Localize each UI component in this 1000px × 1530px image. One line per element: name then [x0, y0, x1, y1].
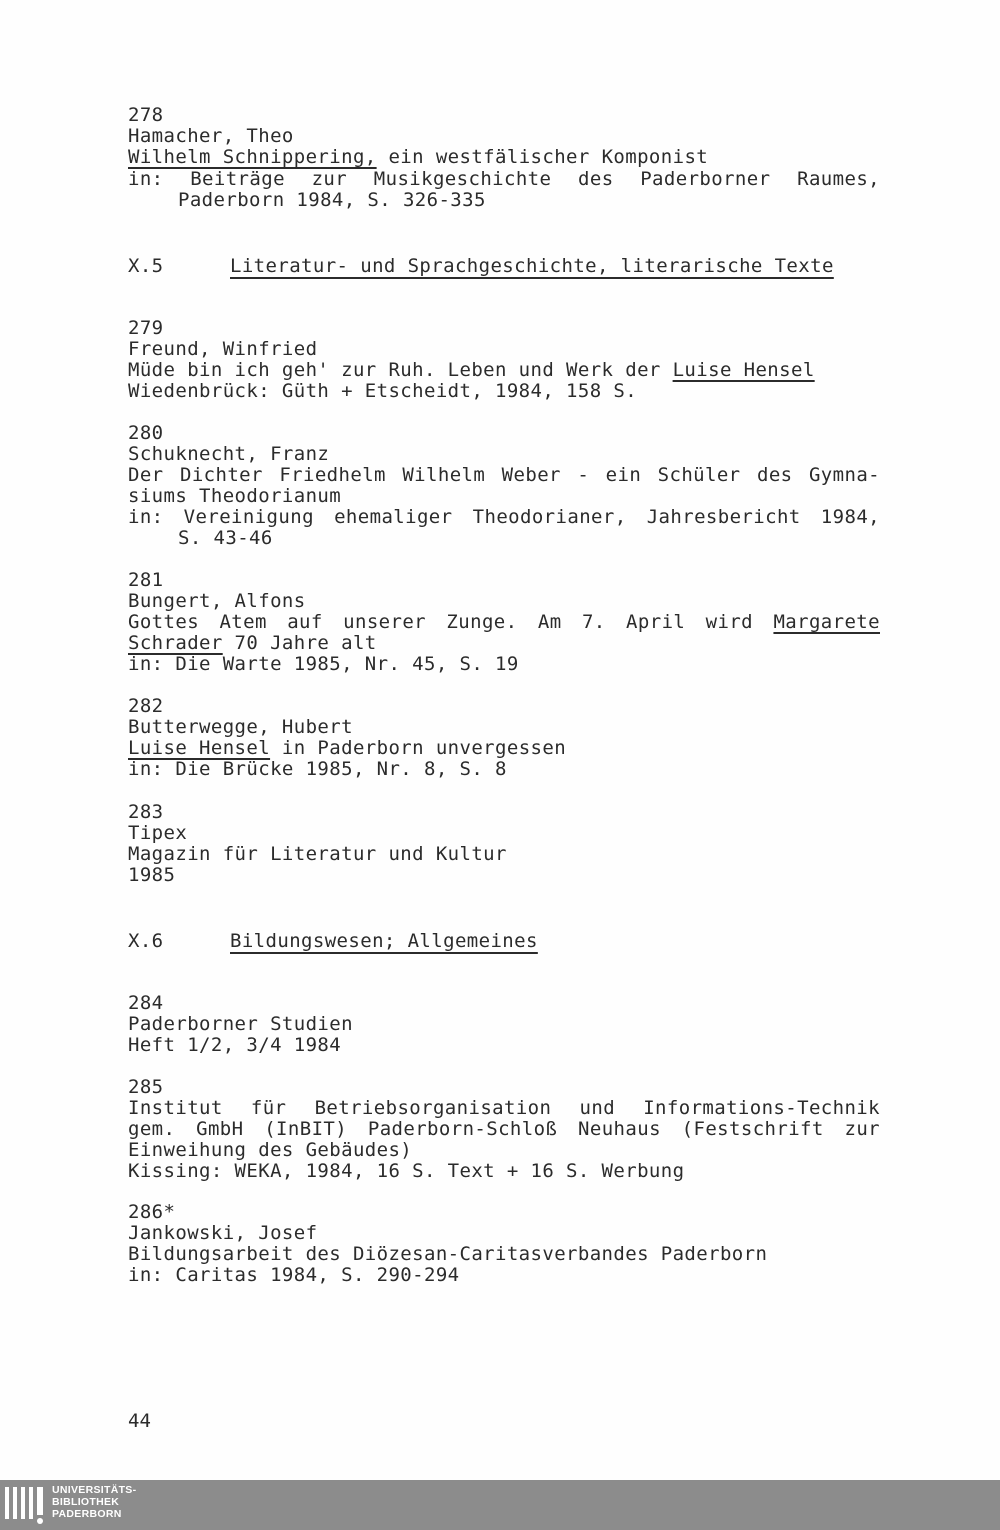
page-number: 44 — [128, 1410, 151, 1432]
title-underlined: Wilhelm Schnippering, — [128, 146, 377, 168]
entry-number: 285 — [128, 1076, 164, 1098]
entry-source: in: Beiträge zur Musikgeschichte des Paderborner Raumes, — [128, 168, 880, 190]
title-underlined: Margarete — [773, 611, 880, 633]
title-underlined: Schrader — [128, 632, 223, 654]
title-plain: Müde bin ich geh' zur Ruh. Leben und Werk der — [128, 359, 673, 381]
library-bars-icon — [3, 1483, 47, 1527]
entry-publisher: Kissing: WEKA, 1984, 16 S. Text + 16 S. Werbung — [128, 1160, 685, 1182]
title-rest: ein westfälischer Komponist — [376, 146, 709, 168]
logo-line: UNIVERSITÄTS- — [52, 1484, 137, 1496]
entry-source: in: Caritas 1984, S. 290-294 — [128, 1264, 460, 1286]
entry-number: 278 — [128, 104, 164, 126]
entry-source: in: Die Brücke 1985, Nr. 8, S. 8 — [128, 758, 507, 780]
logo-line: PADERBORN — [52, 1508, 122, 1520]
entry-title: Tipex — [128, 822, 188, 844]
title-plain: Gottes Atem auf unserer Zunge. Am 7. April wird — [128, 611, 774, 633]
entry-title — [128, 612, 880, 633]
entry-title: Bildungsarbeit des Diözesan-Caritasverbandes Paderborn — [128, 1243, 768, 1265]
entry-source: in: Vereinigung ehemaliger Theodorianer, Jahresbericht 1984, — [128, 506, 880, 528]
library-logo-text — [52, 1484, 136, 1520]
entry-author: Schuknecht, Franz — [128, 443, 330, 465]
entry-number: 286* — [128, 1201, 176, 1223]
logo-line: BIBLIOTHEK — [52, 1496, 120, 1508]
entry-author: Freund, Winfried — [128, 338, 318, 360]
title-underlined: Luise Hensel — [128, 737, 271, 759]
entry-number: 280 — [128, 422, 164, 444]
entry-title: Paderborner Studien — [128, 1013, 353, 1035]
entry-number: 283 — [128, 801, 164, 823]
entry-year: 1985 — [128, 864, 176, 886]
entry-title-cont: gem. GmbH (InBIT) Paderborn-Schloß Neuhaus (Festschrift zur — [128, 1118, 880, 1140]
title-rest: 70 Jahre alt — [222, 632, 377, 654]
entry-number: 279 — [128, 317, 164, 339]
entry-author: Hamacher, Theo — [128, 125, 294, 147]
entry-subtitle: Magazin für Literatur und Kultur — [128, 843, 507, 865]
entry-author: Butterwegge, Hubert — [128, 716, 353, 738]
entry-title-cont: siums Theodorianum — [128, 485, 342, 507]
title-underlined: Luise Hensel — [672, 359, 815, 381]
entry-author: Bungert, Alfons — [128, 590, 306, 612]
entry-author: Jankowski, Josef — [128, 1222, 318, 1244]
entry-number: 282 — [128, 695, 164, 717]
entry-title: Institut für Betriebsorganisation und Informations-Technik — [128, 1097, 880, 1119]
entry-source: in: Die Warte 1985, Nr. 45, S. 19 — [128, 653, 519, 675]
entry-number: 281 — [128, 569, 164, 591]
entry-issue: Heft 1/2, 3/4 1984 — [128, 1034, 342, 1056]
section-number: X.5 — [128, 255, 164, 277]
entry-publisher: Wiedenbrück: Güth + Etscheidt, 1984, 158 S. — [128, 380, 638, 402]
entry-source-cont: S. 43-46 — [178, 527, 273, 549]
section-title: Bildungswesen; Allgemeines — [230, 930, 538, 952]
title-rest: in Paderborn unvergessen — [270, 737, 567, 759]
section-number: X.6 — [128, 930, 164, 952]
entry-title — [128, 147, 880, 168]
entry-title — [128, 360, 880, 381]
entry-title-cont: Einweihung des Gebäudes) — [128, 1139, 413, 1161]
section-title: Literatur- und Sprachgeschichte, literarische Texte — [230, 255, 834, 277]
footer-bar — [0, 1480, 1000, 1530]
entry-title: Der Dichter Friedhelm Wilhelm Weber - ein Schüler des Gymna- — [128, 464, 880, 486]
entry-title-cont — [128, 633, 880, 654]
entry-source-cont: Paderborn 1984, S. 326-335 — [178, 189, 486, 211]
entry-title — [128, 738, 880, 759]
entry-number: 284 — [128, 992, 164, 1014]
